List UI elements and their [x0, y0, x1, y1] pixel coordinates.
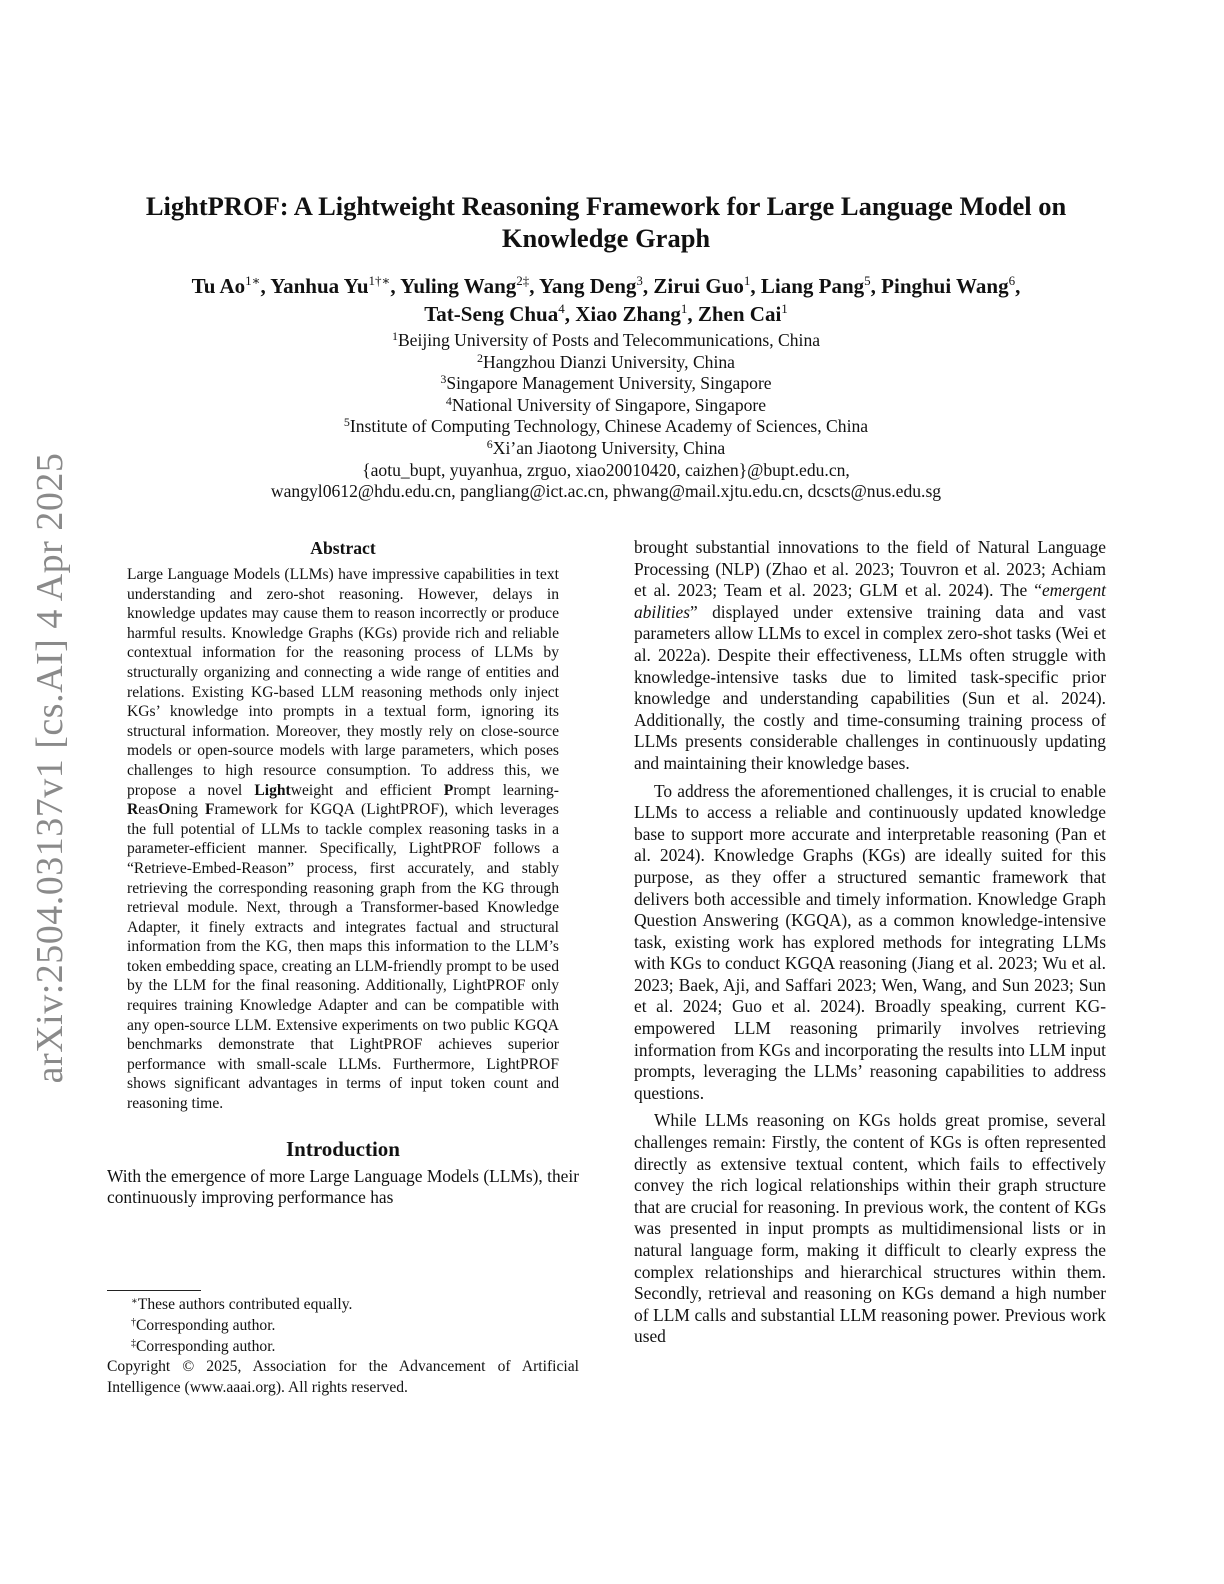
author: Zhen Cai$^1$: [697, 301, 788, 326]
author: Tat-Seng Chua$^4$: [424, 301, 565, 326]
arxiv-identifier-stamp: arXiv:2504.03137v1 [cs.AI] 4 Apr 2025: [29, 452, 71, 1084]
copyright-notice: Copyright © 2025, Association for the Advancement of Artificial Intelligence (www.aaai.org). All rights reserved.: [107, 1358, 579, 1397]
body-paragraph: brought substantial innovations to the field of Natural Language Processing (NLP) (Zhao et al. 2023; Touvron et al. 2023; Achiam et al. 2023; Team et al. 2023; GLM et al. 2024). The “emergent abilities” displayed under extensive training data and vast parameters allow LLMs to excel in complex zero-shot tasks (Wei et al. 2022a). Despite their effectiveness, LLMs often struggle with knowledge-intensive tasks due to limited task-specific prior knowledge and understanding capabilities (Sun et al. 2024). Additionally, the costly and time-consuming training process of LLMs presents considerable challenges in continuously updating and maintaining their knowledge bases.: [634, 537, 1106, 773]
title-line-1: LightPROF: A Lightweight Reasoning Framework for Large Language Model on: [145, 191, 1067, 221]
affiliation: $^5$Institute of Computing Technology, Chinese Academy of Sciences, China: [343, 415, 869, 437]
author: Pinghui Wang$^6$: [881, 273, 1016, 298]
affiliation: $^1$Beijing University of Posts and Telecommunications, China: [391, 329, 821, 350]
abstract-body: Large Language Models (LLMs) have impressive capabilities in text understanding and zero-shot reasoning. However, delays in knowledge updates may cause them to reason incorrectly or produce harmful results. Knowledge Graphs (KGs) provide rich and reliable contextual information for the reasoning process of LLMs by structurally organizing and connecting a wide range of entities and relations. Existing KG-based LLM reasoning methods only inject KGs’ knowledge into prompts in a textual form, ignoring its structural information. Moreover, they mostly rely on close-source models or open-source models with large parameters, which poses challenges to high resource consumption. To address this, we propose a novel Lightweight and efficient Prompt learning-ReasOning Framework for KGQA (LightPROF), which leverages the full potential of LLMs to tackle complex reasoning tasks in a parameter-efficient manner. Specifically, LightPROF follows a “Retrieve-Embed-Reason” process, first accurately, and stably retrieving the corresponding reasoning graph from the KG through retrieval module. Next, through a Transformer-based Knowledge Adapter, it finely extracts and integrates factual and structural information from the KG, then maps this information to the LLM’s token embedding space, creating an LLM-friendly prompt to be used by the LLM for the final reasoning. Additionally, LightPROF only requires training Knowledge Adapter and can be compatible with any open-source LLM. Extensive experiments on two public KGQA benchmarks demonstrate that LightPROF achieves superior performance with small-scale LLMs. Furthermore, LightPROF shows significant advantages in terms of input token count and reasoning time.: [127, 566, 559, 1113]
intro-paragraph: With the emergence of more Large Language Models (LLMs), their continuously improving performance has: [107, 1165, 579, 1208]
author: Yuling Wang$^{2\ddagger}$: [400, 273, 530, 298]
footnote-rule: [107, 1290, 201, 1291]
title-line-2: Knowledge Graph: [501, 223, 711, 253]
affiliation-list: [100, 330, 1112, 503]
author: Yanhua $Yu^{1\dagger∗}$: [270, 273, 391, 298]
email-line-1[interactable]: {aotu_bupt, yuyanhua, zrguo, xiao20010420, caizhen}@bupt.edu.cn,: [362, 459, 850, 480]
author: Yang Deng$^3$: [538, 273, 643, 298]
affiliation: $^3$Singapore Management University, Singapore: [440, 372, 772, 394]
author: Liang Pang$^5$: [760, 273, 871, 298]
introduction-heading: Introduction: [286, 1136, 400, 1161]
author: Tu $Ao^{1∗}$: [191, 273, 261, 298]
paper-title: [100, 190, 1112, 254]
left-column: [107, 537, 579, 1209]
body-paragraph: While LLMs reasoning on KGs holds great promise, several challenges remain: Firstly, the content of KGs is often represented directly as extensive textual content, which fails to effectively convey the rich logical relationships within their graph structure that are crucial for reasoning. In previous work, the content of KGs was presented in input prompts as multidimensional lists or in natural language form, making it difficult to clearly express the complex relationships and hierarchical structures within them. Secondly, retrieval and reasoning on KGs demand a high number of LLM calls and substantial LLM reasoning power. Previous work used: [634, 1110, 1106, 1347]
footnote: †Corresponding author.: [131, 1316, 276, 1334]
body-paragraph: To address the aforementioned challenges, it is crucial to enable LLMs to access a reliable and continuously updated knowledge base to support more accurate and interpretable reasoning (Pan et al. 2024). Knowledge Graphs (KGs) are ideally suited for this purpose, as they offer a structured semantic framework that delivers both accessible and timely information. Knowledge Graph Question Answering (KGQA), as a common knowledge-intensive task, existing work has explored methods for integrating LLMs with KGs to conduct KGQA reasoning (Jiang et al. 2023; Wu et al. 2023; Baek, Aji, and Saffari 2023; Wen, Wang, and Sun 2023; Sun et al. 2024; Guo et al. 2024). Broadly speaking, current KG-empowered LLM reasoning primarily involves retrieving information from KGs and incorporating the results into LLM input prompts, leveraging the LLMs’ reasoning capabilities to address questions.: [634, 780, 1106, 1103]
abstract-heading: Abstract: [310, 538, 376, 558]
paper-header: [100, 190, 1112, 503]
footnote: ‡Corresponding author.: [131, 1337, 276, 1355]
footnotes: [107, 1290, 579, 1399]
author-list: Tu $Ao^{1∗}$, Yanhua $Yu^{1\dagger∗}$, Yuling Wang$^{2\ddagger}$, Yang Deng$^3$, Zirui Guo$^1$, Liang Pang$^5$, Pinghui Wang$^6$, Tat-Seng Chua$^4$, Xiao Zhang$^1$, Zhen Cai$^1$: [191, 273, 1021, 326]
affiliation: $^6$Xi’an Jiaotong University, China: [486, 436, 726, 458]
affiliation: $^2$Hangzhou Dianzi University, China: [477, 350, 735, 372]
author: Zirui Guo$^1$: [653, 273, 751, 298]
footnote: ∗These authors contributed equally.: [131, 1296, 353, 1313]
email-line-2[interactable]: wangyl0612@hdu.edu.cn, pangliang@ict.ac.cn, phwang@mail.xjtu.edu.cn, dcscts@nus.edu.sg: [270, 481, 942, 502]
right-column: [634, 537, 1106, 1348]
affiliation: $^4$National University of Singapore, Singapore: [445, 393, 767, 415]
author: Xiao Zhang$^1$: [575, 301, 688, 326]
